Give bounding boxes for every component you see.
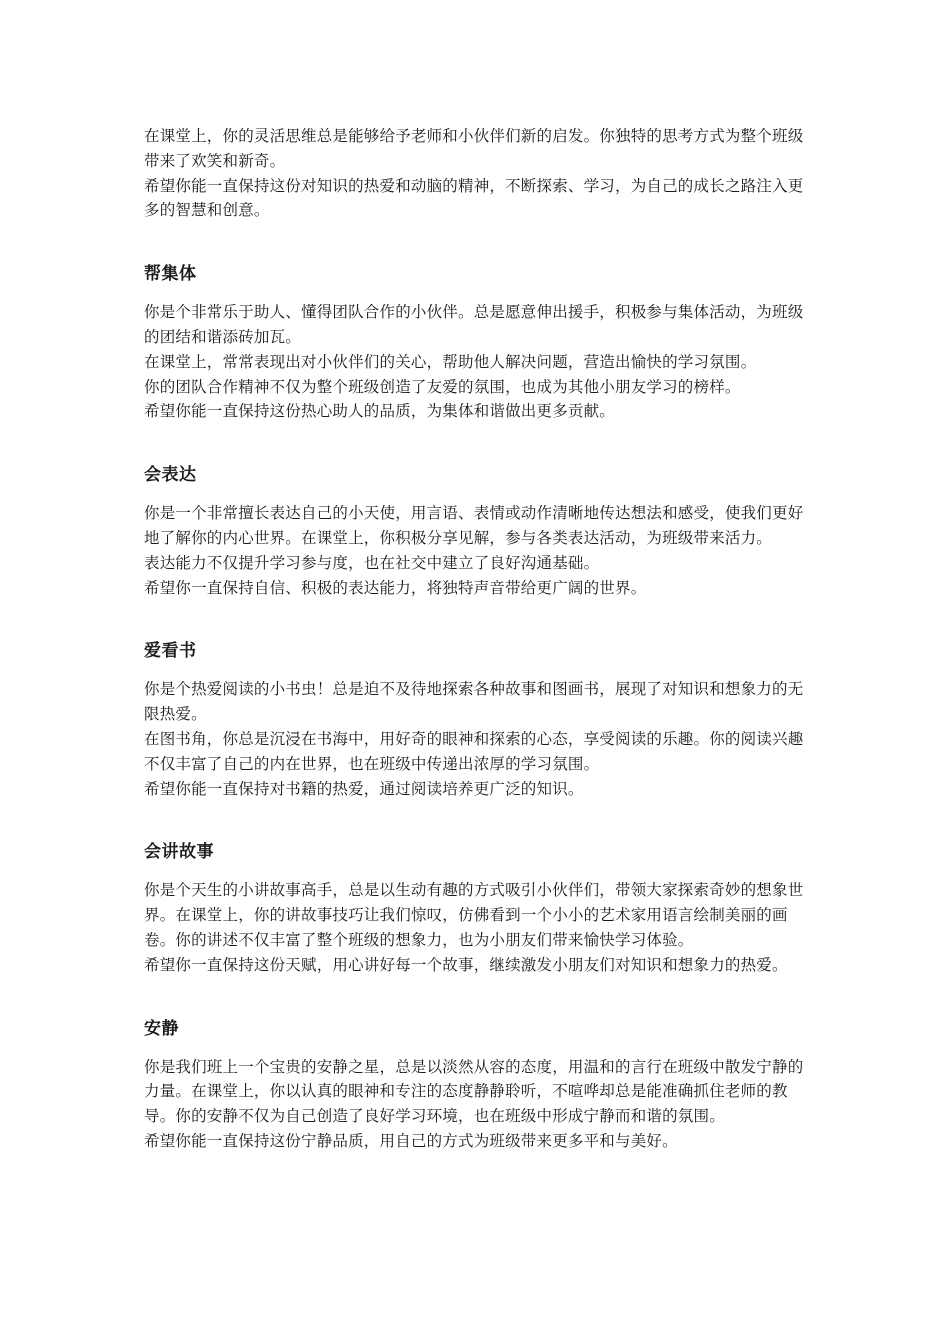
section-heading: 帮集体 <box>144 264 197 285</box>
section-paragraph: 希望你一直保持自信、积极的表达能力，将独特声音带给更广阔的世界。 <box>144 578 647 597</box>
section-hui-biaoda <box>144 462 814 600</box>
section-bang-jiti <box>144 261 814 424</box>
section-paragraph: 你是一个非常擅长表达自己的小天使，用言语、表情或动作清晰地传达想法和感受，使我们更好地了解你的内心世界。在课堂上，你积极分享见解，参与各类表达活动，为班级带来活力。 <box>144 504 804 547</box>
section-anjing <box>144 1016 814 1154</box>
section-paragraph: 希望你能一直保持对书籍的热爱，通过阅读培养更广泛的知识。 <box>144 779 584 798</box>
section-heading: 会表达 <box>144 465 197 486</box>
intro-paragraph: 希望你能一直保持这份对知识的热爱和动脑的精神，不断探索、学习，为自己的成长之路注入更多的智慧和创意。 <box>144 176 804 220</box>
intro-block <box>144 124 814 223</box>
section-ai-kanshu <box>144 638 814 801</box>
section-heading: 爱看书 <box>144 641 197 662</box>
section-paragraph: 在课堂上，常常表现出对小伙伴们的关心，帮助他人解决问题，营造出愉快的学习氛围。 <box>144 352 757 371</box>
intro-paragraph: 在课堂上，你的灵活思维总是能够给予老师和小伙伴们新的启发。你独特的思考方式为整个班级带来了欢笑和新奇。 <box>144 127 804 170</box>
section-paragraph: 你是个热爱阅读的小书虫！总是迫不及待地探索各种故事和图画书，展现了对知识和想象力的无限热爱。 <box>144 680 804 724</box>
section-heading: 安静 <box>144 1018 179 1039</box>
section-paragraph: 你是我们班上一个宝贵的安静之星，总是以淡然从容的态度，用温和的言行在班级中散发宁静的力量。在课堂上，你以认真的眼神和专注的态度静静聆听，不喧哗却总是能准确抓住老师的教导。你的安静不仅为自己创造了良好学习环境，也在班级中形成宁静而和谐的氛围。 <box>144 1057 804 1126</box>
section-hui-jiang-gushi <box>144 839 814 977</box>
section-paragraph: 希望你能一直保持这份热心助人的品质，为集体和谐做出更多贡献。 <box>144 402 616 421</box>
document-page <box>144 124 814 1154</box>
section-paragraph: 希望你能一直保持这份宁静品质，用自己的方式为班级带来更多平和与美好。 <box>144 1131 678 1150</box>
section-heading: 会讲故事 <box>144 842 214 863</box>
section-paragraph: 表达能力不仅提升学习参与度，也在社交中建立了良好沟通基础。 <box>144 553 600 572</box>
section-paragraph: 你是个天生的小讲故事高手，总是以生动有趣的方式吸引小伙伴们，带领大家探索奇妙的想象世界。在课堂上，你的讲故事技巧让我们惊叹，仿佛看到一个小小的艺术家用语言绘制美丽的画卷。你的讲述不仅丰富了整个班级的想象力，也为小朋友们带来愉快学习体验。 <box>144 881 804 949</box>
section-paragraph: 你是个非常乐于助人、懂得团队合作的小伙伴。总是愿意伸出援手，积极参与集体活动，为班级的团结和谐添砖加瓦。 <box>144 303 804 346</box>
section-paragraph: 希望你一直保持这份天赋，用心讲好每一个故事，继续激发小朋友们对知识和想象力的热爱。 <box>144 955 788 974</box>
section-paragraph: 你的团队合作精神不仅为整个班级创造了友爱的氛围，也成为其他小朋友学习的榜样。 <box>144 377 741 396</box>
section-paragraph: 在图书角，你总是沉浸在书海中，用好奇的眼神和探索的心态，享受阅读的乐趣。你的阅读兴趣不仅丰富了自己的内在世界，也在班级中传递出浓厚的学习氛围。 <box>144 729 804 773</box>
